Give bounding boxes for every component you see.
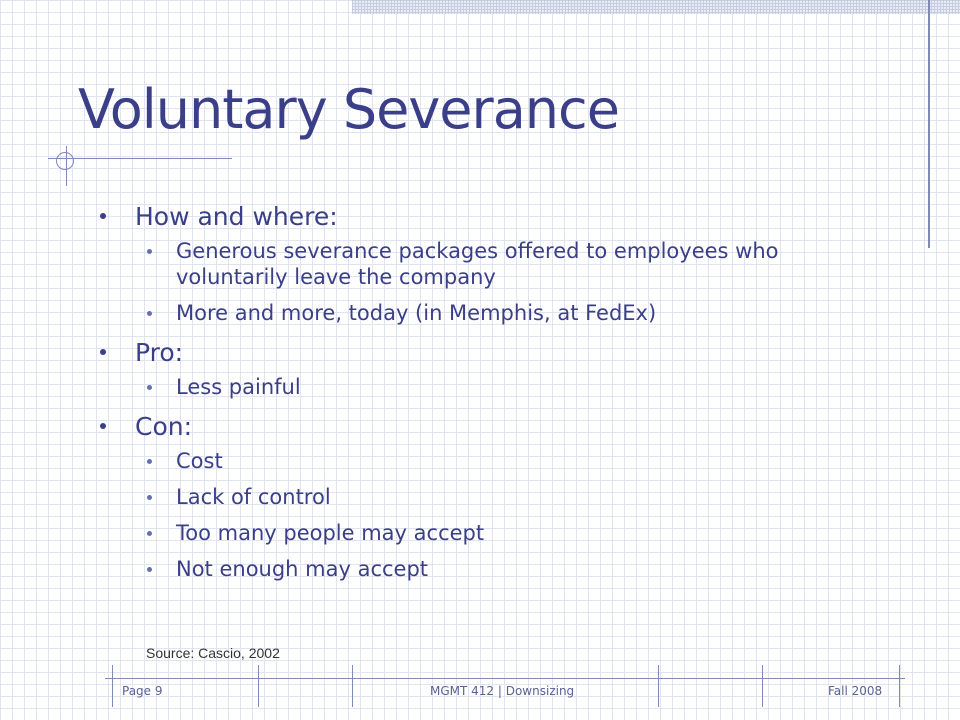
footer-divider	[258, 665, 259, 707]
bullet-list	[100, 200, 880, 582]
sub-bullet-list	[135, 374, 880, 400]
footer-course: MGMT 412 | Downsizing	[430, 684, 575, 698]
footer-divider	[762, 665, 763, 707]
top-decorative-band	[352, 0, 960, 14]
footer-rule	[105, 678, 905, 679]
list-item	[100, 520, 821, 546]
list-item-text: Too many people may accept	[176, 521, 485, 545]
list-item	[100, 448, 821, 474]
list-item-text: Less painful	[176, 375, 301, 399]
right-vertical-rule	[928, 0, 930, 248]
list-item-text: More and more, today (in Memphis, at FedEx)	[176, 301, 657, 325]
section-heading: How and where:	[135, 202, 338, 231]
footer-divider	[899, 665, 900, 707]
footer-page-number: Page 9	[122, 684, 163, 698]
list-item	[100, 300, 821, 326]
footer-divider	[658, 665, 659, 707]
section-con	[100, 410, 880, 582]
list-item	[100, 484, 821, 510]
title-underline	[48, 158, 232, 159]
bullet-icon	[147, 249, 152, 254]
bullet-icon	[100, 213, 106, 219]
bullet-icon	[147, 531, 152, 536]
footer-divider	[112, 665, 113, 707]
bullet-icon	[100, 423, 106, 429]
section-heading: Pro:	[135, 338, 184, 367]
sub-bullet-list	[135, 238, 880, 326]
list-item	[100, 374, 821, 400]
slide-body	[100, 200, 880, 592]
bullet-icon	[147, 311, 152, 316]
slide-title: Voluntary Severance	[78, 78, 619, 141]
section-heading: Con:	[135, 412, 193, 441]
section-pro	[100, 336, 880, 400]
source-citation: Source: Cascio, 2002	[146, 645, 280, 661]
list-item-text: Cost	[176, 449, 223, 473]
sub-bullet-list	[135, 448, 880, 582]
title-circle-mark	[56, 152, 74, 170]
bullet-icon	[147, 567, 152, 572]
bullet-icon	[100, 349, 106, 355]
list-item-text: Not enough may accept	[176, 557, 429, 581]
bullet-icon	[147, 459, 152, 464]
footer-divider	[352, 665, 353, 707]
list-item	[100, 556, 821, 582]
list-item	[100, 238, 821, 290]
list-item-text: Generous severance packages offered to employees who voluntarily leave the company	[176, 239, 779, 289]
footer-term: Fall 2008	[828, 684, 883, 698]
bullet-icon	[147, 385, 152, 390]
section-how-and-where	[100, 200, 880, 326]
list-item-text: Lack of control	[176, 485, 331, 509]
bullet-icon	[147, 495, 152, 500]
